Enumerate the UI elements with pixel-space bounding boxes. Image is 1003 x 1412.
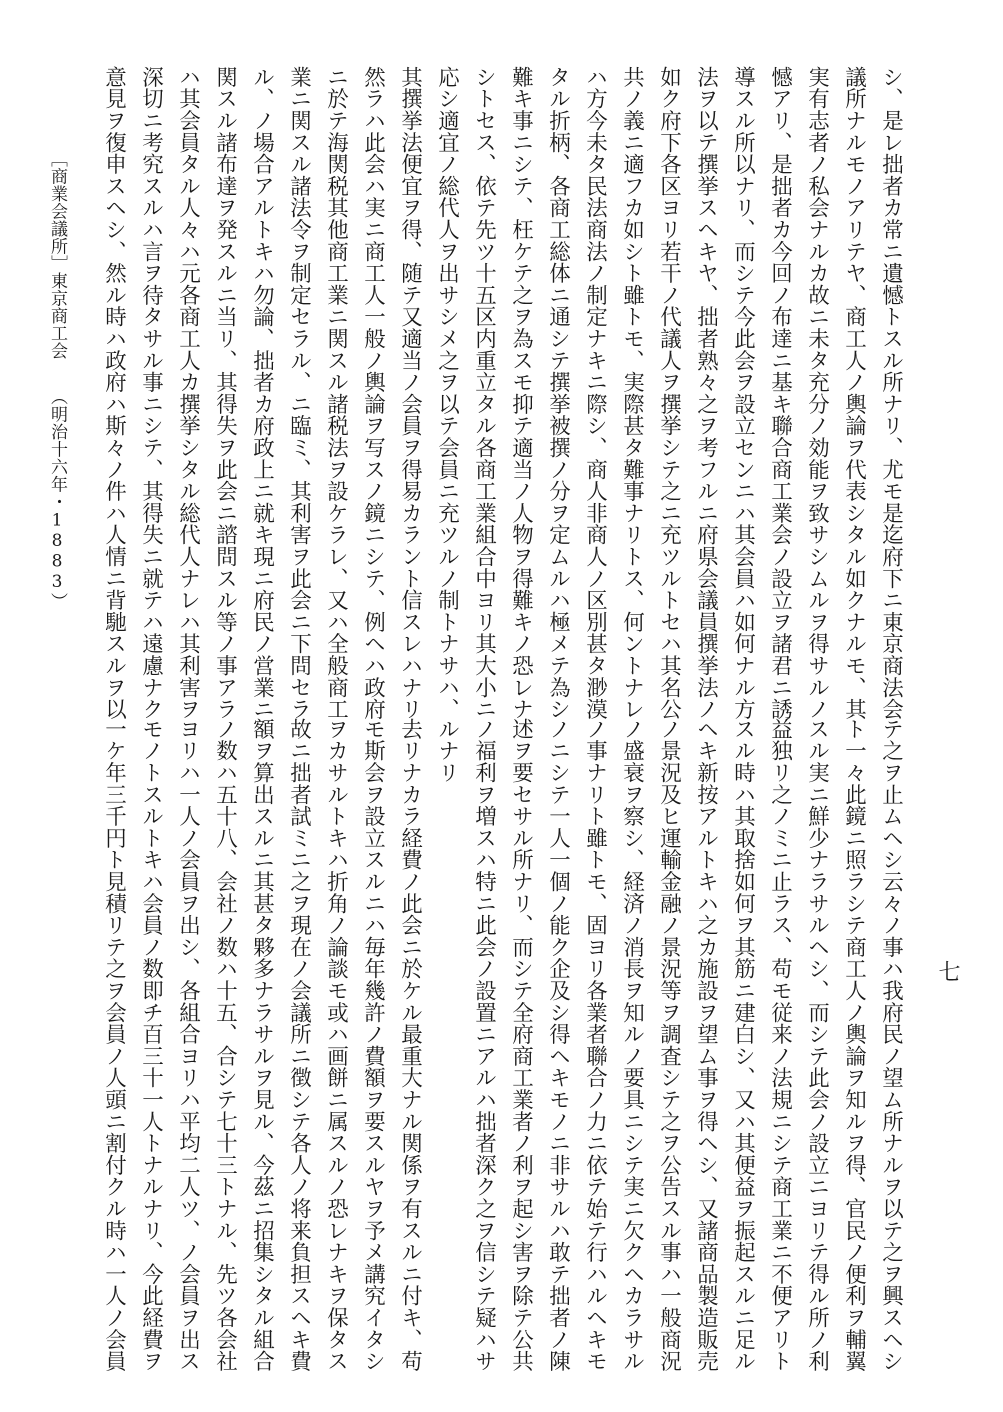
text-column: 共ノ義ニ適フカ如シト雖トモ、実際甚タ難事ナリトス、何ントナレ [619,66,645,720]
text-column: 述ヲ要セサル所ナリ、而シテ全府商工業者ノ利ヲ起シ害ヲ除テ公共 [508,718,534,1372]
text-column: 法ヲ以テ撰挙スヘキヤ、拙者熟々之ヲ考フルニ府県会議員撰挙法ノ [693,66,719,720]
text-column: ノニシテ一人一個ノ能ク企及シ得ヘキモノニ非サルハ敢テ拙者ノ陳 [545,718,571,1372]
text-column: ル、ノ場合アルトキハ勿論、拙者カ府政上ニ就キ現ニ府民ノ営業ニ [249,66,275,720]
text-column: モノトスルトキハ会員ノ数即チ百三十一人トナルナリ、今此経費ヲ [138,718,164,1372]
text-column: 深切ニ考究スルハ言ヲ待タサル事ニシテ、其得失ニ就テハ遠慮ナク [138,66,164,720]
text-column: 一ケ年三千円ト見積リテ之ヲ会員ノ人頭ニ割付クル時ハ一人ノ会員 [101,718,127,1372]
text-column: ヲカサルトキハ折角ノ論談モ或ハ画餅ニ属スルノ恐レナキヲ保タス [323,718,349,1372]
text-column: ニ於テ海関税其他商工業ニ関スル諸税法ヲ設ケラレ、又ハ全般商工 [323,66,349,720]
text-column: 額ヲ算出スルニ其甚タ夥多ナラサルヲ見ル、今茲ニ招集シタル組合 [249,718,275,1372]
text-column: モ斯会ヲ設立スルニハ毎年幾許ノ費額ヲ要スルヤヲ予メ講究イタシ [360,718,386,1372]
text-column: 意見ヲ復申スヘシ、然ル時ハ政府ハ斯々ノ件ハ人情ニ背馳スルヲ以 [101,66,127,720]
text-column: タル折柄、各商工総体ニ通シテ撰挙被撰ノ分ヲ定ムルハ極メテ為シ [545,66,571,720]
text-column: ノ事ナリト雖トモ、固ヨリ各業者聯合ノ力ニ依テ始テ行ハルヘキモ [582,718,608,1372]
text-column: ルナリ [434,718,460,784]
text-column: ハ方今未タ民法商法ノ制定ナキニ際シ、商人非商人ノ区別甚タ渺漠 [582,66,608,720]
text-column: 憾アリ、是拙者カ今回ノ布達ニ基キ聯合商工業会ノ設立ヲ諸君ニ誘 [767,66,793,720]
text-column: 去リナカラ経費ノ此会ニ於ケル最重大ナル関係ヲ有スルニ付キ、苟 [397,718,423,1372]
text-column: シ、是レ拙者カ常ニ遺憾トスル所ナリ、尤モ是迄府下ニ東京商法会 [878,66,904,720]
text-column: スル時ハ其取捨如何ヲ其筋ニ建白シ、又ハ其便益ヲ振起スルニ足ル [730,718,756,1372]
text-column: 難キ事ニシテ、枉ケテ之ヲ為スモ抑テ適当ノ人物ヲ得難キノ恐レナ [508,66,534,720]
text-column: ノ盛衰ヲ察シ、経済ノ消長ヲ知ルノ要具ニシテ実ニ欠クヘカラサル [619,718,645,1372]
text-column: ト一々此鏡ニ照ラシテ商工人ノ輿論ヲ知ルヲ得、官民ノ便利ヲ輔翼 [841,718,867,1372]
text-column: 益独リ之ノミニ止ラス、苟モ従来ノ法規ニシテ商工業ニ不便アリト [767,718,793,1372]
text-column: 然ラハ此会ハ実ニ商工人一般ノ輿論ヲ写スノ鏡ニシテ、例ヘハ政府 [360,66,386,720]
text-column: 関スル諸布達ヲ発スルニ当リ、其得失ヲ此会ニ諮問スル等ノ事アラ [212,66,238,720]
text-column: ノ景況及ヒ運輸金融ノ景況等ヲ調査シテ之ヲ公告スル事ハ一般商況 [656,718,682,1372]
page-number: 七 [935,960,960,982]
text-column: テ之ヲ止ムヘシ云々ノ事ハ我府民ノ望ム所ナルヲ以テ之ヲ興スヘシ [878,718,904,1372]
text-column: 業ニ関スル諸法令ヲ制定セラル、ニ臨ミ、其利害ヲ此会ニ下問セラ [286,66,312,720]
text-column: スル実ニ鮮少ナラサルヘシ、而シテ此会ノ設立ニヨリテ得ル所ノ利 [804,718,830,1372]
text-column: 応シ適宜ノ総代人ヲ出サシメ之ヲ以テ会員ニ充ツルノ制トナサハ、 [434,66,460,720]
text-column: 其撰挙法便宜ヲ得、随テ又適当ノ会員ヲ得易カラント信スレハナリ [397,66,423,720]
text-column: 議所ナルモノアリテヤ、商工人ノ輿論ヲ代表シタル如クナルモ、其 [841,66,867,720]
header-organization: 東京商工会 [47,272,67,360]
header-section-label: ［商業会議所］ [47,150,67,273]
text-column: ノ数ハ五十八、会社ノ数ハ十五、合シテ七十三トナル、先ツ各会社 [212,718,238,1372]
text-column: ヨリハ一人ノ会員ヲ出シ、各組合ヨリハ平均二人ツ、ノ会員ヲ出ス [175,718,201,1372]
text-column: 実有志者ノ私会ナルカ故ニ未タ充分ノ効能ヲ致サシムルヲ得サルノ [804,66,830,720]
text-column: 故ニ拙者試ミニ之ヲ現在ノ会議所ニ徴シテ各人ノ将来負担スヘキ費 [286,718,312,1372]
header-era: （明治十六年・1883） [47,388,67,610]
text-column: 導スル所以ナリ、而シテ今此会ヲ設立センニハ其会員ハ如何ナル方 [730,66,756,720]
text-column: ヘキ新按アルトキハ之カ施設ヲ望ム事ヲ得ヘシ、又諸商品製造販売 [693,718,719,1372]
text-column: 如ク府下各区ヨリ若干ノ代議人ヲ撰挙シテ之ニ充ツルトセハ其名公 [656,66,682,720]
text-column: ハ其会員タル人々ハ元各商工人カ撰挙シタル総代人ナレハ其利害ヲ [175,66,201,720]
text-column: シトセス、依テ先ツ十五区内重立タル各商工業組合中ヨリ其大小ニ [471,66,497,720]
text-column: ノ福利ヲ増スハ特ニ此会ノ設置ニアルハ拙者深ク之ヲ信シテ疑ハサ [471,718,497,1372]
